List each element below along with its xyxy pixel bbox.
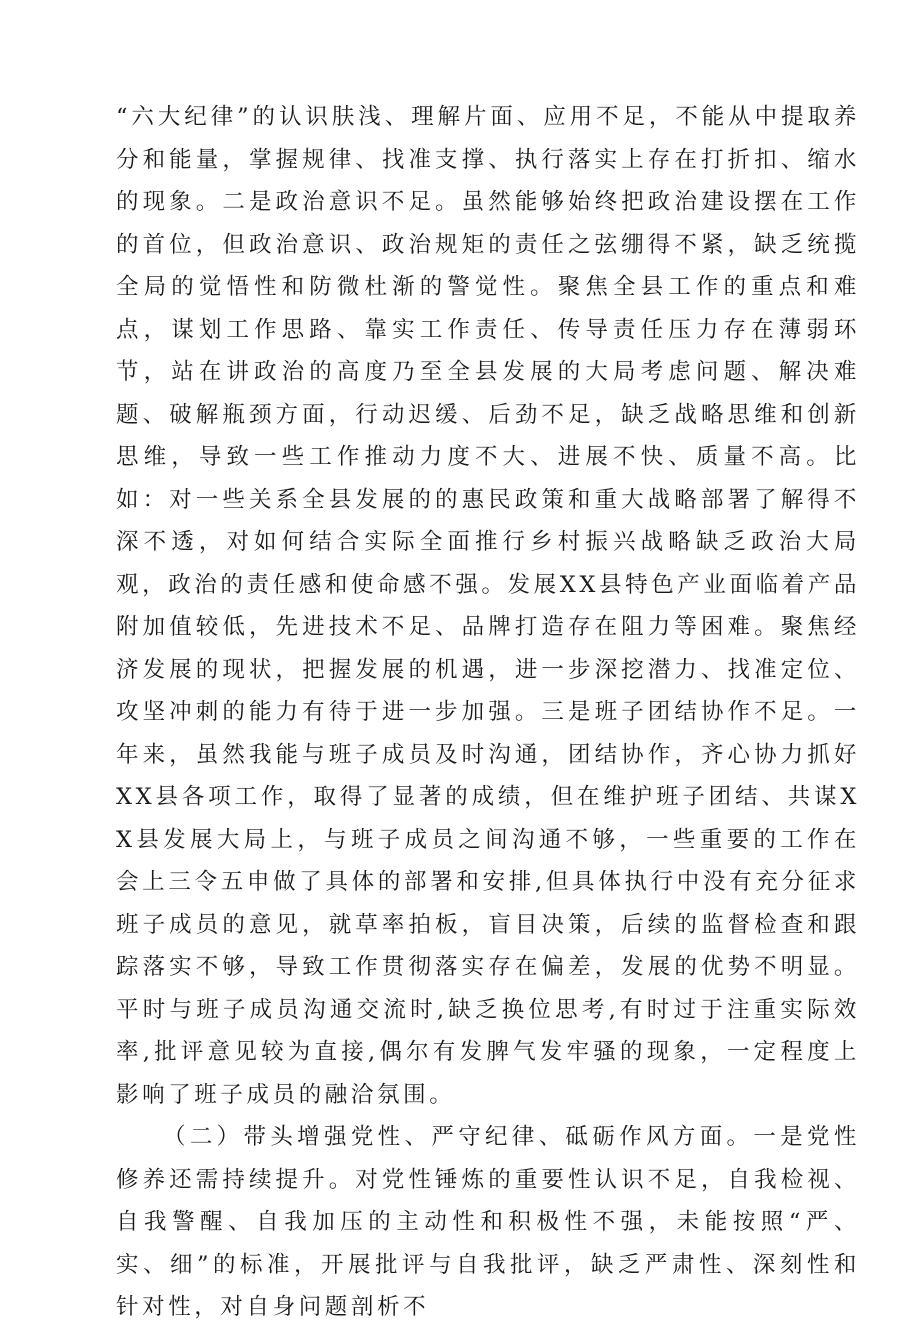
body-paragraph-continued: “六大纪律”的认识肤浅、理解片面、应用不足，不能从中提取养分和能量，掌握规律、找准支撑、执行落实上存在打折扣、缩水的现象。二是政治意识不足。虽然能够始终把政治建设摆在工作的首位，但政治意识、政治规矩的责任之弦绷得不紧，缺乏统揽全局的觉悟性和防微杜渐的警觉性。聚焦全县工作的重点和难点，谋划工作思路、靠实工作责任、传导责任压力存在薄弱环节，站在讲政治的高度乃至全县发展的大局考虑问题、解决难题、破解瓶颈方面，行动迟缓、后劲不足，缺乏战略思维和创新思维，导致一些工作推动力度不大、进展不快、质量不高。比如：对一些关系全县发展的的惠民政策和重大战略部署了解得不深不透，对如何结合实际全面推行乡村振兴战略缺乏政治大局观，政治的责任感和使命感不强。发展XX县特色产业面临着产品附加值较低，先进技术不足、品牌打造存在阻力等困难。聚焦经济发展的现状，把握发展的机遇，进一步深挖潜力、找准定位、攻坚冲刺的能力有待于进一步加强。三是班子团结协作不足。一年来，虽然我能与班子成员及时沟通，团结协作，齐心协力抓好XX县各项工作，取得了显著的成绩，但在维护班子团结、共谋XX县发展大局上，与班子成员之间沟通不够，一些重要的工作在会上三令五申做了具体的部署和安排,但具体执行中没有充分征求班子成员的意见，就草率拍板，盲目决策，后续的监督检查和跟踪落实不够，导致工作贯彻落实存在偏差，发展的优势不明显。平时与班子成员沟通交流时,缺乏换位思考,有时过于注重实际效率,批评意见较为直接,偶尔有发脾气发牢骚的现象，一定程度上影响了班子成员的融洽氛围。 bbox=[116, 104, 860, 1108]
body-paragraph-section-two: （二）带头增强党性、严守纪律、砥砺作风方面。一是党性修养还需持续提升。对党性锤炼的重要性认识不足，自我检视、自我警醒、自我加压的主动性和积极性不强，未能按照“严、实、细”的标准，开展批评与自我批评，缺乏严肃性、深刻性和针对性，对自身问题剖析不 bbox=[116, 1124, 860, 1320]
